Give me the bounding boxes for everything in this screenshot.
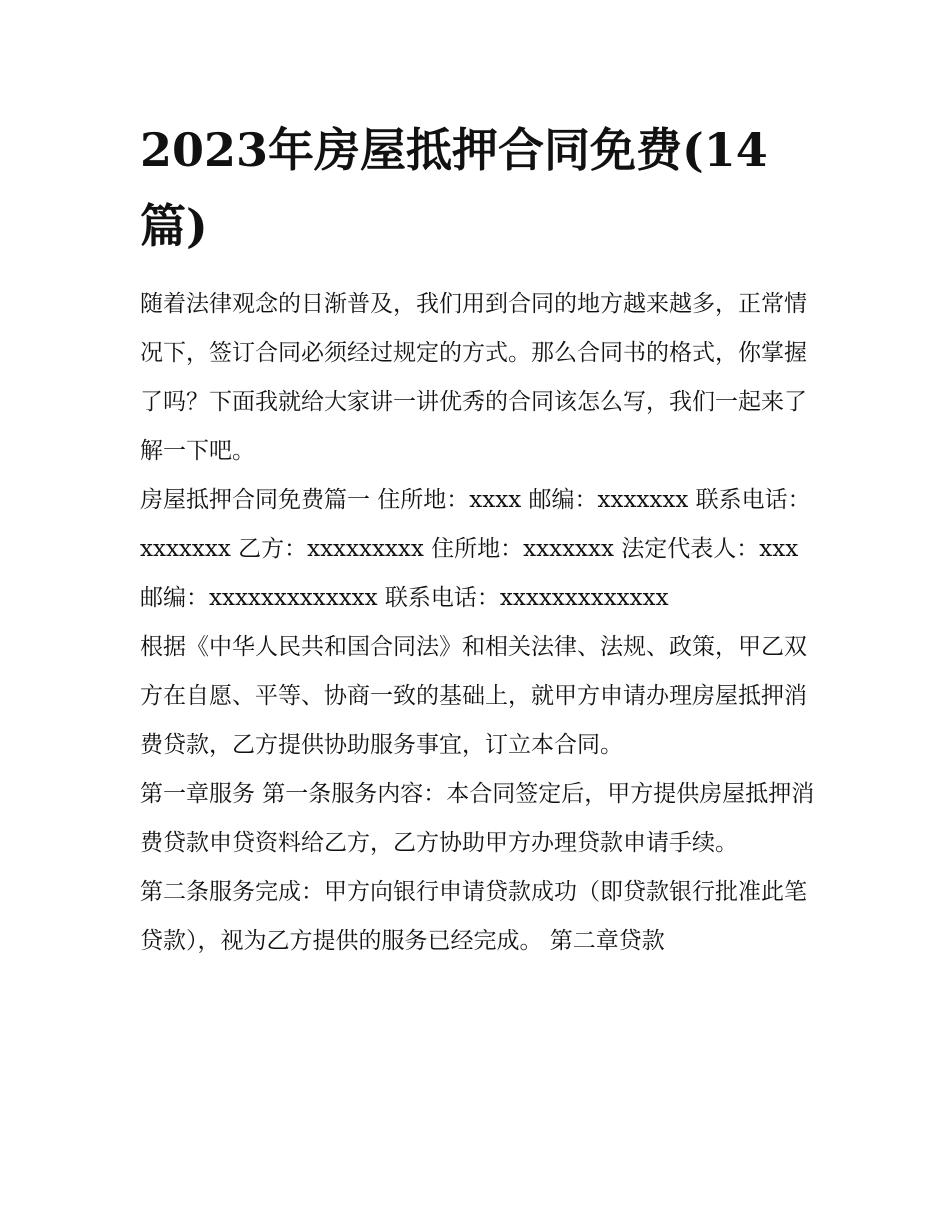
document-title: 2023年房屋抵押合同免费(14篇)	[140, 123, 768, 253]
paragraph-chapter-one-service: 第一章服务 第一条服务内容：本合同签定后，甲方提供房屋抵押消费贷款申贷资料给乙方，乙方协助甲方办理贷款申请手续。	[140, 781, 815, 856]
paragraph-party-info: 房屋抵押合同免费篇一 住所地：xxxx 邮编：xxxxxxx 联系电话：xxxxxxx 乙方：xxxxxxxxx 住所地：xxxxxxx 法定代表人：xxx	[140, 487, 811, 562]
paragraph-postcode-phone: 邮编：xxxxxxxxxxxxx 联系电话：xxxxxxxxxxxxx	[140, 585, 669, 611]
paragraph-service-completion: 第二条服务完成：甲方向银行申请贷款成功（即贷款银行批准此笔贷款），视为乙方提供的服务已经完成。 第二章贷款	[140, 879, 807, 954]
paragraph-intro: 随着法律观念的日渐普及，我们用到合同的地方越来越多，正常情况下，签订合同必须经过规定的方式。那么合同书的格式，你掌握了吗？下面我就给大家讲一讲优秀的合同该怎么写，我们一起来了解一下吧。	[140, 291, 807, 464]
document-body	[140, 280, 820, 966]
paragraph-legal-basis: 根据《中华人民共和国合同法》和相关法律、法规、政策，甲乙双方在自愿、平等、协商一致的基础上，就甲方申请办理房屋抵押消费贷款，乙方提供协助服务事宜，订立本合同。	[140, 634, 807, 758]
